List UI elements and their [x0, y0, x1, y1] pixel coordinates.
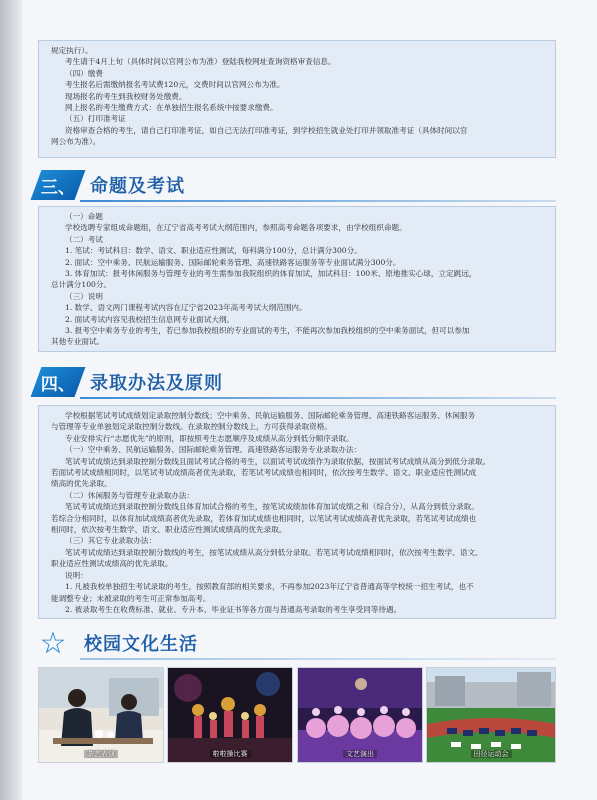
- text-line: 笔试考试成绩达到录取控制分数线的考生，按笔试成绩从高分到低分录取。若笔试考试成绩相同时，依次按考生数学、语文、: [65, 547, 483, 557]
- photo-tea-art: [38, 667, 164, 763]
- text-line: 学校根据笔试考试成绩划定录取控制分数线；空中乘务、民航运输服务、国际邮轮乘务管理、高速铁路客运服务、休闲服务: [65, 411, 476, 420]
- text-line: （一）命题: [65, 212, 103, 221]
- admission-box: [38, 405, 556, 619]
- text-line: 2. 面试考试内容见我校招生信息网专业面试大纲。: [65, 314, 235, 324]
- section-underline: [80, 200, 556, 202]
- text-line: 考生报名后需缴纳报名考试费120元，交费时间以官网公布为准。: [65, 80, 285, 90]
- text-line: 1. 凡被我校单独招生考试录取的考生，按照教育部的相关要求，不再参加2023年辽宁省普通高等学校统一招生考试，也不: [65, 582, 474, 592]
- text-line: 2. 面试：空中乘务、民航运输服务、国际邮轮乘务管理、高速铁路客运服务等专业面试满分300分。: [65, 257, 401, 267]
- text-line: 3. 体育加试：报考休闲服务与管理专业的考生需参加我院组织的体育加试，加试科目：100米、原地推实心球，立定跳远，: [65, 269, 477, 279]
- text-line: （三）说明: [65, 291, 103, 301]
- text-line: 1. 数学、语文两门课程考试内容在辽宁省2023年高考考试大纲范围内。: [65, 303, 307, 313]
- text-line: 笔试考试成绩达到录取控制分数线且面试考试合格的考生，以面试考试成绩作为录取依据，按面试考试成绩从高分到低分录取。: [65, 456, 491, 466]
- page-fold-shadow: [0, 0, 22, 800]
- text-line: 3. 报考空中乘务专业的考生，若已参加我校组织的专业面试的考生，不能再次参加我校组织的空中乘务面试，但可以参加: [65, 326, 470, 336]
- text-line: 资格审查合格的考生，请自己打印准考证，如自己无法打印准考证，到学校招生就业处打印并领取准考证（具体时间以官: [65, 125, 468, 135]
- section-3-header: [36, 168, 185, 202]
- text-line: 其他专业面试。: [51, 337, 105, 347]
- section-title: 校园文化生活: [84, 634, 198, 655]
- exam-box: [38, 206, 556, 352]
- photo-caption: 文艺演出: [298, 749, 422, 759]
- text-line: 职业适应性测试成绩高的优先录取。: [51, 559, 173, 569]
- text-line: 1. 笔试：考试科目：数学、语文、职业适应性测试，每科满分100分，总计满分300分。: [65, 246, 362, 256]
- text-line: （一）空中乘务、民航运输服务、国际邮轮乘务管理、高速铁路客运服务专业录取办法：: [65, 445, 362, 455]
- section-title: 命题及考试: [90, 176, 185, 197]
- photo-sports-meet: [426, 667, 556, 763]
- text-line: （四）缴费: [65, 68, 103, 78]
- section-title: 录取办法及原则: [90, 373, 223, 394]
- section-number-badge: 三、: [31, 170, 86, 200]
- photo-caption: 田径运动会: [427, 749, 555, 759]
- text-line: 考生请于4月上旬（具体时间以官网公布为准）登陆我校网址查询资格审查信息。: [65, 57, 336, 67]
- text-line: （二）考试: [65, 234, 103, 244]
- photo-performance: [297, 667, 423, 763]
- section-underline: [80, 658, 556, 660]
- text-line: 专业安排实行“志愿优先”的原则，即按照考生志愿顺序及成绩从高分到低分顺序录取。: [65, 433, 354, 443]
- text-line: 网上报名的考生缴费方式：在单独招生报名系统中按要求缴费。: [65, 103, 278, 113]
- photo-caption: 茶艺表演: [39, 749, 163, 759]
- text-line: （二）休闲服务与管理专业录取办法：: [65, 490, 195, 500]
- text-line: 总计满分100分。: [51, 280, 112, 290]
- section-underline: [80, 397, 556, 399]
- text-line: 规定执行）。: [51, 46, 93, 55]
- text-line: 说明：: [65, 570, 88, 580]
- text-line: 能调整专业；未被录取的考生可正常参加高考。: [51, 593, 211, 603]
- photo-caption: 啦啦操比赛: [168, 749, 292, 759]
- text-line: 2. 被录取考生在收费标准、就业、专升本、毕业证书等各方面与普通高考录取的考生享受同等待遇。: [65, 604, 402, 614]
- star-icon: ☆: [39, 625, 67, 661]
- registration-box: [38, 40, 556, 158]
- text-line: 现场报名的考生到我校财务处缴费。: [65, 91, 187, 101]
- text-line: 与管理等专业单独划定录取控制分数线。在录取控制分数线上，方可获得录取资格。: [51, 422, 332, 432]
- photo-cheerleading: [167, 667, 293, 763]
- text-line: 网公布为准）。: [51, 137, 101, 147]
- text-line: 学校选聘专家组成命题组，在辽宁省高考考试大纲范围内，参照高考命题各项要求，由学校组织命题。: [65, 223, 407, 233]
- text-line: 若综合分相同时，以体育加试成绩高者优先录取，若体育加试成绩也相同时，以笔试考试成绩高者优先录取，若笔试考试成绩也: [51, 513, 477, 523]
- text-line: （五）打印准考证: [65, 114, 126, 124]
- text-line: 若面试考试成绩相同时，以笔试考试成绩高者优先录取，若笔试考试成绩也相同时，依次按考生数学、语文、职业适应性测试成: [51, 468, 477, 478]
- text-line: 相同时，依次按考生数学、语文、职业适应性测试成绩高的优先录取。: [51, 525, 287, 535]
- section-4-header: [36, 365, 223, 399]
- section-number-badge: 四、: [31, 367, 86, 397]
- text-line: （三）其它专业录取办法：: [65, 536, 157, 546]
- text-line: 绩高的优先录取。: [51, 479, 112, 489]
- campus-header: [36, 625, 556, 661]
- text-line: 笔试考试成绩达到录取控制分数线且体育加试合格的考生，按笔试成绩加体育加试成绩之和（综合分），从高分到低分录取。: [65, 502, 479, 512]
